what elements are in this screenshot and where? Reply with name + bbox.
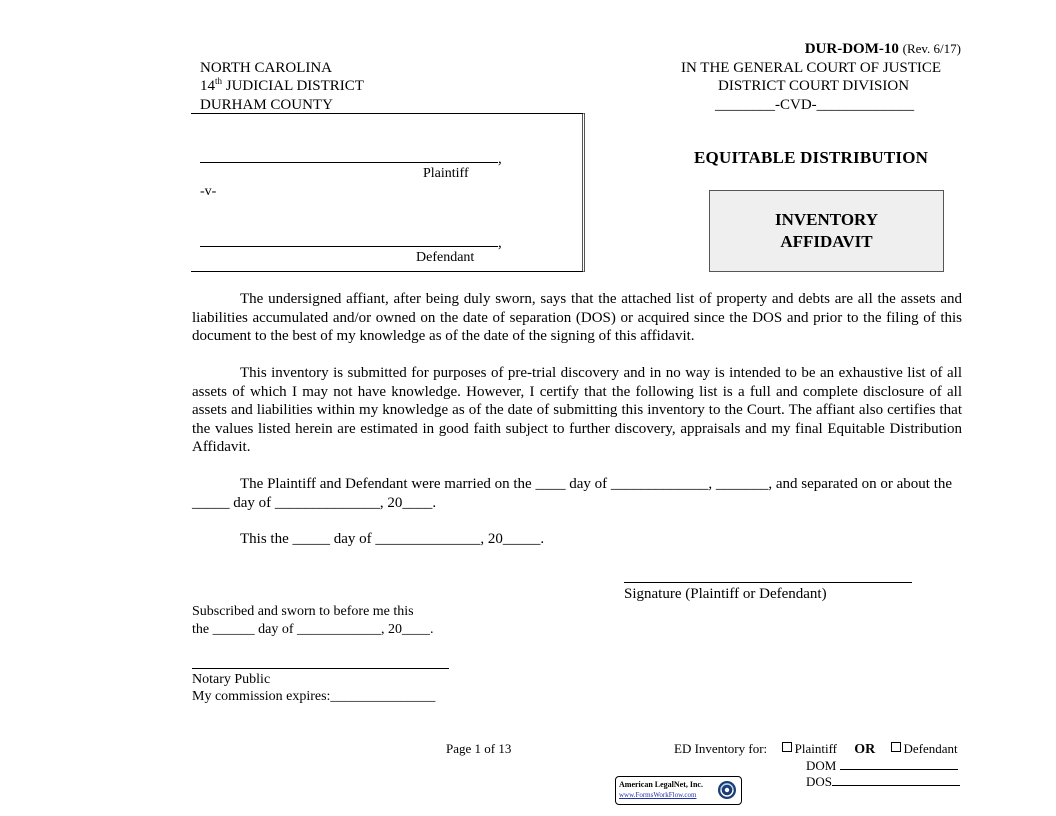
logo-company-name: American LegalNet, Inc. (619, 780, 703, 789)
affidavit-paragraph-1 (192, 290, 962, 346)
plaintiff-comma: , (498, 151, 502, 167)
marriage-dates-paragraph[interactable] (192, 475, 962, 512)
district-text: JUDICIAL DISTRICT (222, 78, 364, 94)
globe-icon (717, 780, 737, 800)
dom-field[interactable] (806, 757, 958, 774)
dos-label: DOS (806, 774, 833, 789)
signature-label: Signature (Plaintiff or Defendant) (624, 586, 827, 602)
paragraph-4-text[interactable]: This the _____ day of ______________, 20_____. (240, 531, 545, 547)
dos-field[interactable] (806, 773, 960, 790)
commission-expires-field[interactable]: My commission expires:_______________ (192, 689, 436, 704)
paragraph-3-text[interactable]: The Plaintiff and Defendant were married on the ____ day of _____________, _______, and separated on or about the _____ day of ______________, 20____. (192, 476, 953, 511)
document-title: EQUITABLE DISTRIBUTION (694, 148, 929, 167)
inventory-for-label: ED Inventory for: (674, 741, 768, 756)
defendant-comma: , (498, 235, 502, 251)
signing-date-paragraph[interactable] (192, 530, 962, 549)
defendant-checkbox-label: Defendant (903, 741, 958, 756)
inventory-title-line1: INVENTORY (775, 210, 878, 229)
district-number: 14 (200, 78, 215, 94)
plaintiff-label: Plaintiff (423, 166, 469, 181)
state-name: NORTH CAROLINA (200, 60, 333, 76)
court-name: IN THE GENERAL COURT OF JUSTICE (681, 60, 942, 76)
inventory-for-selector (674, 741, 958, 758)
district-suffix: th (215, 76, 223, 86)
signature-line[interactable] (624, 582, 912, 583)
judicial-district (200, 77, 364, 95)
notary-public-label: Notary Public (192, 672, 271, 687)
inventory-title-line2: AFFIDAVIT (780, 232, 873, 251)
plaintiff-checkbox-label: Plaintiff (794, 741, 838, 756)
notary-subscribed-text: Subscribed and sworn to before me this (192, 604, 414, 619)
paragraph-2-text: This inventory is submitted for purposes of pre-trial discovery and in no way is intended to be an exhaustive list of all assets of which I may not have knowledge. However, I certify that the following list is a full and complete disclosure of all assets and liabilities within my knowledge as of the date of submitting this inventory to the Court. The affiant also certifies that the values listed herein are estimated in good faith subject to further discovery, appraisals and my final Equitable Distribution Affidavit. (192, 365, 962, 455)
american-legalnet-logo[interactable] (615, 776, 742, 805)
logo-website-link[interactable]: www.FormsWorkFlow.com (619, 791, 697, 799)
versus-label: -v- (200, 184, 217, 199)
inventory-affidavit-box (709, 190, 944, 272)
or-label: OR (854, 742, 876, 757)
page-number: Page 1 of 13 (446, 741, 512, 756)
notary-signature-line[interactable] (192, 668, 449, 669)
county-name: DURHAM COUNTY (200, 97, 333, 113)
paragraph-1-text: The undersigned affiant, after being duly sworn, says that the attached list of property and debts are all the assets and liabilities accumulated and/or owned on the date of separation (DOS) or acquired since the DOS and prior to the filing of this document to the best of my knowledge as of the date of the signing of this affidavit. (192, 291, 962, 344)
file-number-field[interactable]: ________-CVD-_____________ (715, 97, 915, 113)
court-division: DISTRICT COURT DIVISION (718, 78, 910, 94)
form-number: DUR-DOM-10 (804, 41, 899, 57)
defendant-checkbox[interactable] (891, 742, 901, 752)
dom-label: DOM (806, 758, 837, 773)
form-id (805, 40, 961, 58)
defendant-label: Defendant (416, 250, 475, 265)
plaintiff-checkbox[interactable] (782, 742, 792, 752)
affidavit-paragraph-2 (192, 364, 962, 457)
form-revision: (Rev. 6/17) (902, 41, 961, 56)
notary-date-line[interactable]: the ______ day of ____________, 20____. (192, 622, 434, 637)
